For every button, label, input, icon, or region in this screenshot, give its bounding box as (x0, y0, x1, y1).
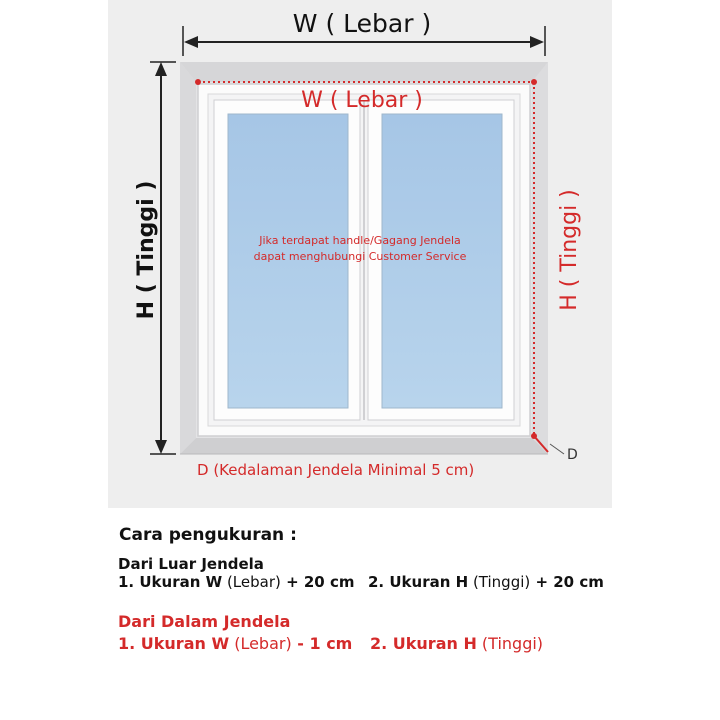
inside-height-prefix: 2. Ukuran H (370, 634, 477, 653)
inside-width-prefix: 1. Ukuran W (118, 634, 230, 653)
outside-width-paren: (Lebar) (222, 573, 281, 591)
inside-width-suffix: - 1 cm (291, 634, 353, 653)
depth-marker: D (567, 447, 578, 463)
outside-width-suffix: + 20 cm (280, 573, 355, 591)
outer-height-label: H ( Tinggi ) (134, 180, 159, 320)
inside-heading: Dari Dalam Jendela (118, 612, 291, 631)
outside-heading: Dari Luar Jendela (118, 555, 264, 573)
inside-width-paren: (Lebar) (229, 634, 292, 653)
handle-note-line1: Jika terdapat handle/Gagang Jendela (259, 234, 461, 247)
outside-height-suffix: + 20 cm (530, 573, 604, 591)
instructions-title: Cara pengukuran : (119, 525, 297, 545)
outside-height-paren: (Tinggi) (468, 573, 531, 591)
depth-label: D (Kedalaman Jendela Minimal 5 cm) (197, 461, 475, 479)
handle-note-line2: dapat menghubungi Customer Service (253, 250, 467, 263)
outside-width-prefix: 1. Ukuran W (118, 573, 223, 591)
outside-height-prefix: 2. Ukuran H (368, 573, 469, 591)
inner-width-label: W ( Lebar ) (301, 88, 423, 113)
outer-width-label: W ( Lebar ) (292, 9, 432, 38)
inner-height-label: H ( Tinggi ) (557, 189, 582, 311)
inside-height-paren: (Tinggi) (476, 634, 544, 653)
